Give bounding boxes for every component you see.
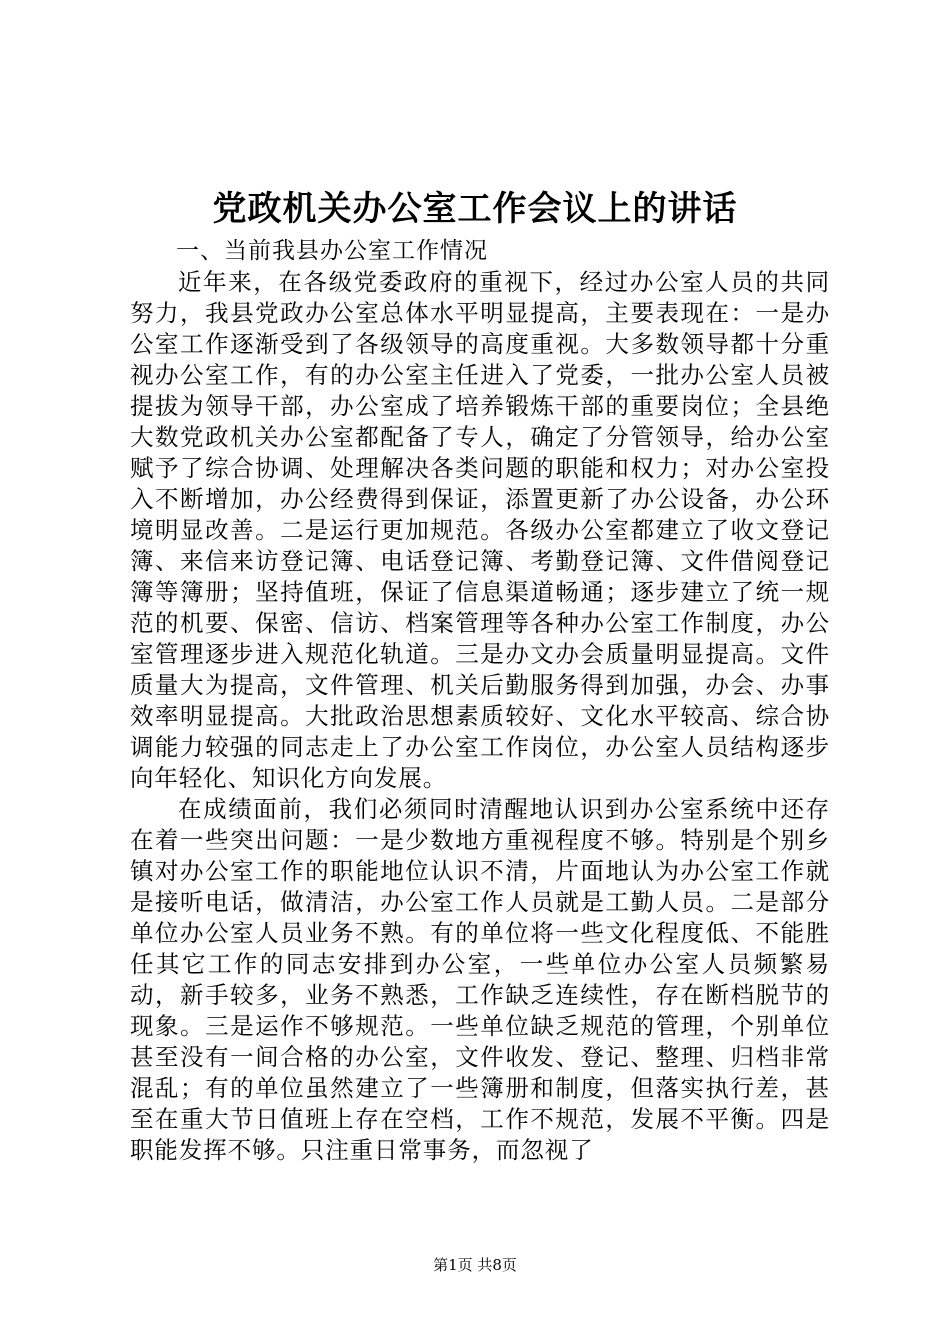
page-number-footer: 第1页 共8页 — [433, 1256, 517, 1274]
paragraph-problems: 在成绩面前，我们必须同时清醒地认识到办公室系统中还存在着一些突出问题：一是少数地方重视程度不够。特别是个别乡镇对办公室工作的职能地位认识不清，片面地认为办公室工作就是接听电话，做清洁，办公室工作人员就是工勤人员。二是部分单位办公室人员业务不熟。有的单位将一些文化程度低、不能胜任其它工作的同志安排到办公室，一些单位办公室人员频繁易动，新手较多，业务不熟悉，工作缺乏连续性，存在断档脱节的现象。三是运作不够规范。一些单位缺乏规范的管理，个别单位甚至没有一间合格的办公室，文件收发、登记、整理、归档非常混乱；有的单位虽然建立了一些簿册和制度，但落实执行差，甚至在重大节日值班上存在空档，工作不规范，发展不平衡。四是职能发挥不够。只注重日常事务，而忽视了 — [130, 795, 830, 1164]
paragraph-achievements: 近年来，在各级党委政府的重视下，经过办公室人员的共同努力，我县党政办公室总体水平明显提高，主要表现在：一是办公室工作逐渐受到了各级领导的高度重视。大多数领导都十分重视办公室工作，有的办公室主任进入了党委，一批办公室人员被提拔为领导干部，办公室成了培养锻炼干部的重要岗位；全县绝大数党政机关办公室都配备了专人，确定了分管领导，给办公室赋予了综合协调、处理解决各类问题的职能和权力；对办公室投入不断增加，办公经费得到保证，添置更新了办公设备，办公环境明显改善。二是运行更加规范。各级办公室都建立了收文登记簿、来信来访登记簿、电话登记簿、考勤登记簿、文件借阅登记簿等簿册；坚持值班，保证了信息渠道畅通；逐步建立了统一规范的机要、保密、信访、档案管理等各种办公室工作制度，办公室管理逐步进入规范化轨道。三是办文办会质量明显提高。文件质量大为提高，文件管理、机关后勤服务得到加强，办会、办事效率明显提高。大批政治思想素质较好、文化水平较高、综合协调能力较强的同志走上了办公室工作岗位，办公室人员结构逐步向年轻化、知识化方向发展。 — [130, 268, 830, 792]
document-body — [130, 236, 830, 1166]
document-title: 党政机关办公室工作会议上的讲话 — [212, 189, 738, 229]
section-heading: 一、当前我县办公室工作情况 — [176, 238, 488, 264]
